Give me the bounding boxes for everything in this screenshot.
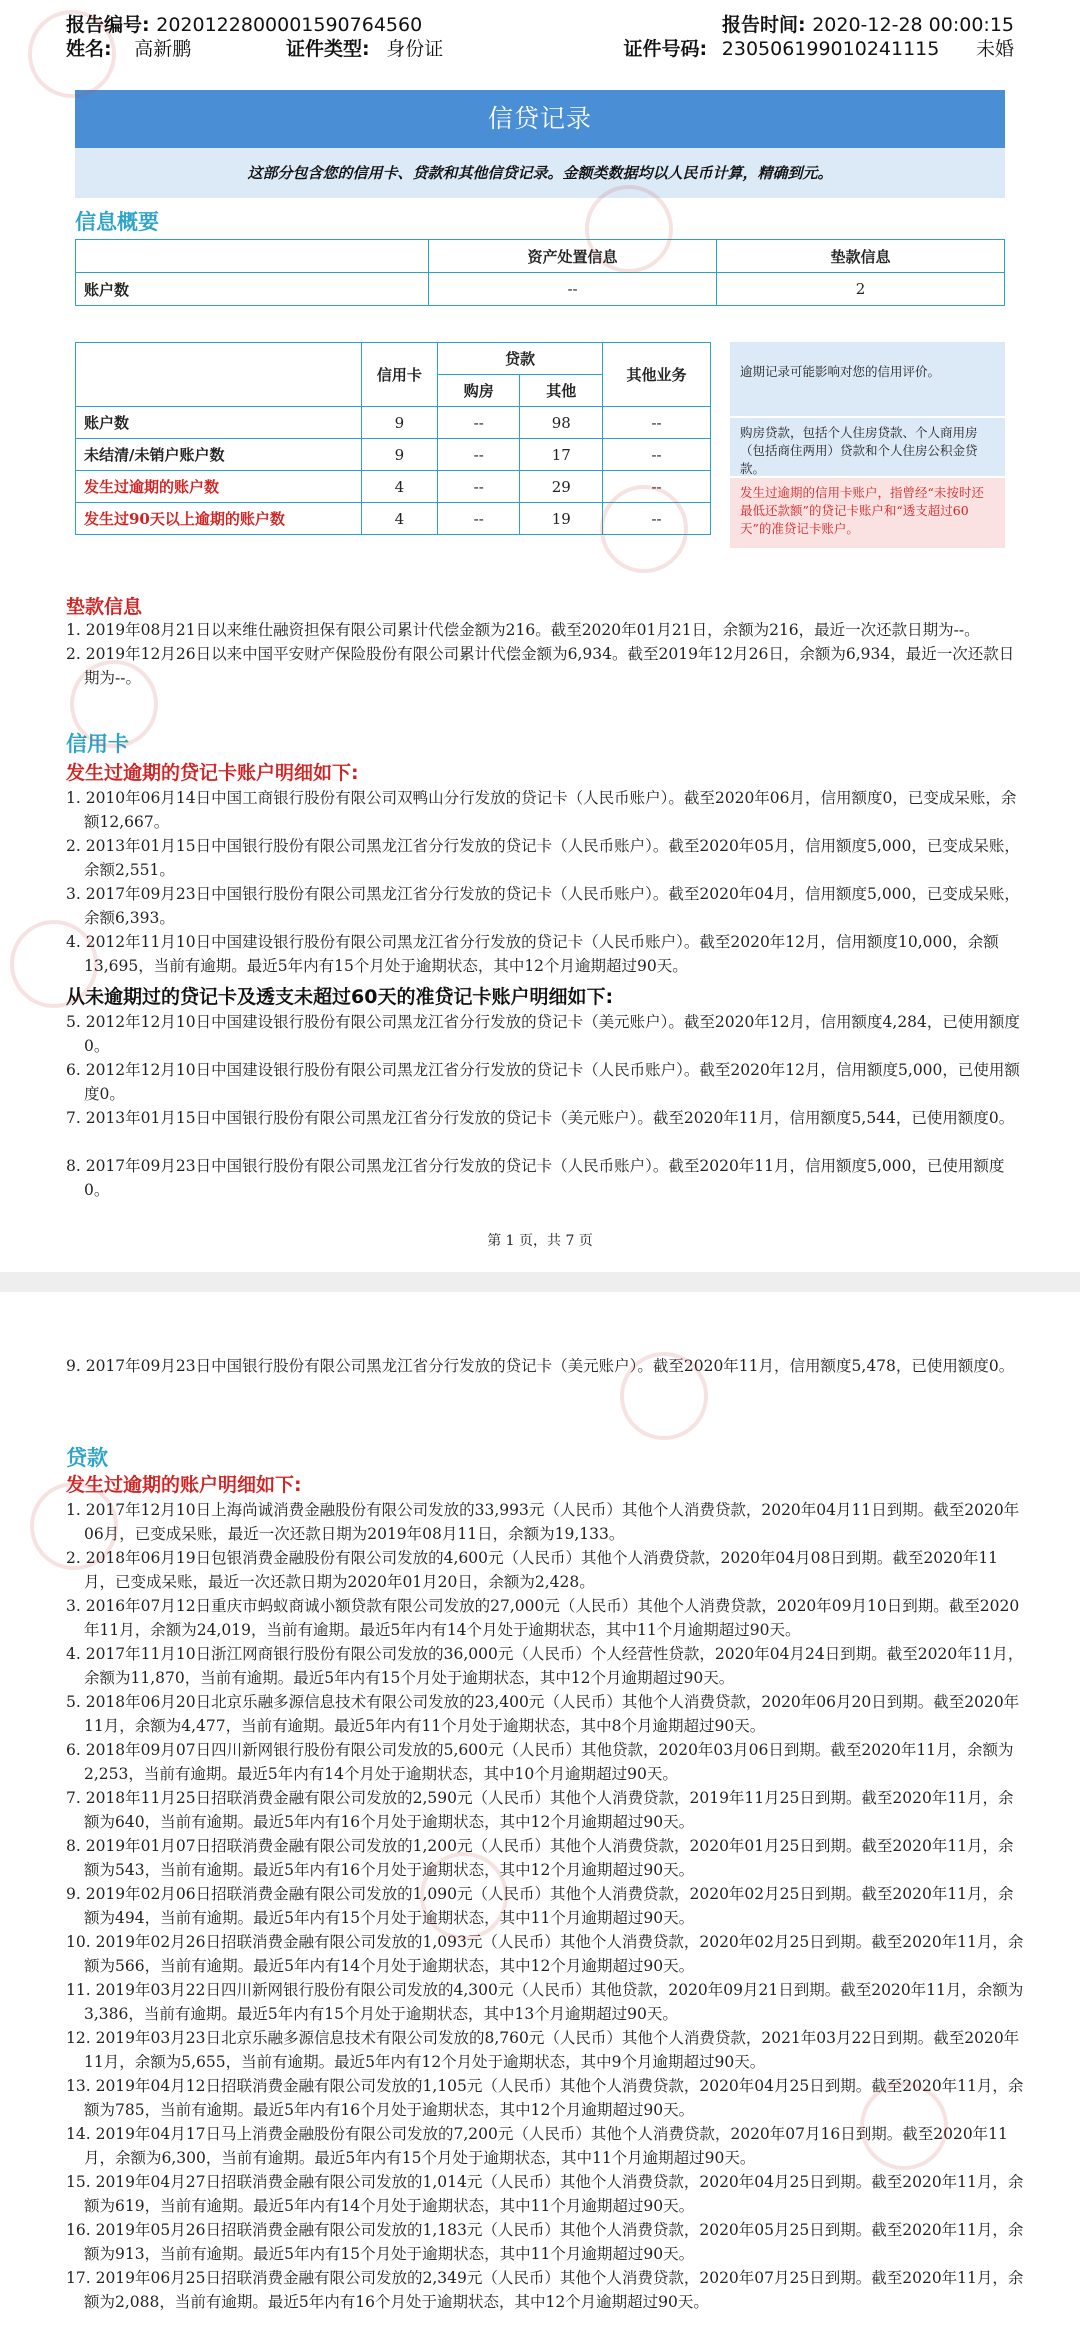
- t2-cell: 29: [520, 471, 603, 503]
- list-item: 6. 2018年09月07日四川新网银行股份有限公司发放的5,600元（人民币）其他贷款，2020年03月06日到期。截至2020年11月，余额为2,253，当前有逾期。最近5年内有14个月处于逾期状态，其中10个月逾期超过90天。: [66, 1741, 1014, 1783]
- report-header-row-1: [66, 10, 1014, 37]
- list-item: 1. 2017年12月10日上海尚诚消费金融股份有限公司发放的33,993元（人民币）其他个人消费贷款，2020年04月11日到期。截至2020年06月，已变成呆账，最近一次还款日期为2019年08月11日，余额为19,133。: [66, 1501, 1020, 1543]
- list-item: 8. 2017年09月23日中国银行股份有限公司黑龙江省分行发放的贷记卡（人民币账户）。截至2020年11月，信用额度5,000，已使用额度0。: [66, 1157, 1005, 1199]
- report-time: 2020-12-28 00:00:15: [812, 14, 1014, 36]
- t2-header-other: 其他: [520, 375, 603, 407]
- list-item: 7. 2018年11月25日招联消费金融有限公司发放的2,590元（人民币）其他个人消费贷款，2019年11月25日到期。截至2020年11月，余额为640，当前有逾期。最近5年内有16个月处于逾期状态，其中12个月逾期超过90天。: [66, 1789, 1014, 1831]
- loan-overdue-title: 发生过逾期的账户明细如下:: [66, 1474, 302, 1496]
- t1-header-advance: 垫款信息: [717, 240, 1005, 273]
- list-item: 12. 2019年03月23日北京乐融多源信息技术有限公司发放的8,760元（人民币）其他个人消费贷款，2021年03月22日到期。截至2020年11月，余额为5,655，当前有逾期。最近5年内有12个月处于逾期状态，其中9个月逾期超过90天。: [66, 2029, 1020, 2071]
- t2-header-loan: 贷款: [437, 343, 602, 375]
- list-item: 8. 2019年01月07日招联消费金融有限公司发放的1,200元（人民币）其他个人消费贷款，2020年01月25日到期。截至2020年11月，余额为543，当前有逾期。最近5年内有16个月处于逾期状态，其中12个月逾期超过90天。: [66, 1837, 1014, 1879]
- list-item: 1. 2019年08月21日以来维仕融资担保有限公司累计代偿金额为216。截至2020年01月21日，余额为216，最近一次还款日期为--。: [66, 621, 980, 639]
- person-name: 高新鹏: [134, 38, 192, 60]
- list-item: 2. 2013年01月15日中国银行股份有限公司黑龙江省分行发放的贷记卡（人民币账户）。截至2020年05月，信用额度5,000，已变成呆账，余额2,551。: [66, 837, 1020, 879]
- page-footer: 第 1 页，共 7 页: [487, 1233, 593, 1249]
- t2-cell: 4: [361, 503, 437, 535]
- t2-cell: 98: [520, 407, 603, 439]
- list-item: 10. 2019年02月26日招联消费金融有限公司发放的1,093元（人民币）其他个人消费贷款，2020年02月25日到期。截至2020年11月，余额为566，当前有逾期。最近5年内有14个月处于逾期状态，其中12个月逾期超过90天。: [66, 1933, 1024, 1975]
- card-overdue-title: 发生过逾期的贷记卡账户明细如下:: [66, 762, 359, 784]
- marital-status: 未婚: [975, 38, 1014, 60]
- list-item: 5. 2018年06月20日北京乐融多源信息技术有限公司发放的23,400元（人民币）其他个人消费贷款，2020年06月20日到期。截至2020年11月，余额为4,477，当前有逾期。最近5年内有11个月处于逾期状态，其中8个月逾期超过90天。: [66, 1693, 1020, 1735]
- t1-advance-value: 2: [717, 273, 1005, 306]
- t2-cell: --: [603, 471, 711, 503]
- t2-cell: --: [603, 407, 711, 439]
- advance-title: 垫款信息: [66, 596, 143, 618]
- t1-row-label: 账户数: [76, 273, 429, 306]
- list-item: 3. 2016年07月12日重庆市蚂蚁商诚小额贷款有限公司发放的27,000元（人民币）其他个人消费贷款，2020年09月10日到期。截至2020年11月，余额为24,019，当前有逾期。最近5年内有14个月处于逾期状态，其中11个月逾期超过90天。: [66, 1597, 1020, 1639]
- list-item: 17. 2019年06月25日招联消费金融有限公司发放的2,349元（人民币）其他个人消费贷款，2020年07月25日到期。截至2020年11月，余额为2,088，当前有逾期。最近5年内有16个月处于逾期状态，其中12个月逾期超过90天。: [66, 2269, 1024, 2311]
- t2-cell: 9: [361, 439, 437, 471]
- report-header-row-2: [66, 34, 1014, 61]
- list-item: 3. 2017年09月23日中国银行股份有限公司黑龙江省分行发放的贷记卡（人民币账户）。截至2020年04月，信用额度5,000，已变成呆账，余额6,393。: [66, 885, 1020, 927]
- id-type: 身份证: [386, 38, 444, 60]
- credit-card-title: 信用卡: [66, 732, 129, 756]
- list-item: 2. 2019年12月26日以来中国平安财产保险股份有限公司累计代偿金额为6,934。截至2019年12月26日，余额为6,934，最近一次还款日期为--。: [66, 645, 1015, 687]
- list-item: 9. 2017年09月23日中国银行股份有限公司黑龙江省分行发放的贷记卡（美元账户）。截至2020年11月，信用额度5,478，已使用额度0。: [66, 1357, 1015, 1375]
- t2-cell: 19: [520, 503, 603, 535]
- t2-cell: --: [437, 439, 520, 471]
- list-item: 1. 2010年06月14日中国工商银行股份有限公司双鸭山分行发放的贷记卡（人民币账户）。截至2020年06月，信用额度0，已变成呆账，余额12,667。: [66, 789, 1017, 831]
- t2-corner: [76, 343, 362, 407]
- list-item: 4. 2017年11月10日浙江网商银行股份有限公司发放的36,000元（人民币）个人经营性贷款，2020年04月24日到期。截至2020年11月，余额为11,870，当前有逾期。最近5年内有15个月处于逾期状态，其中12个月逾期超过90天。: [66, 1645, 1024, 1687]
- list-item: 4. 2012年11月10日中国建设银行股份有限公司黑龙江省分行发放的贷记卡（人民币账户）。截至2020年12月，信用额度10,000，余额13,695，当前有逾期。最近5年内有15个月处于逾期状态，其中12个月逾期超过90天。: [66, 933, 999, 975]
- list-item: 11. 2019年03月22日四川新网银行股份有限公司发放的4,300元（人民币）其他贷款，2020年09月21日到期。截至2020年11月，余额为3,386，当前有逾期。最近5年内有15个月处于逾期状态，其中13个月逾期超过90天。: [66, 1981, 1024, 2023]
- list-item: 6. 2012年12月10日中国建设银行股份有限公司黑龙江省分行发放的贷记卡（人民币账户）。截至2020年12月，信用额度5,000，已使用额度0。: [66, 1061, 1020, 1103]
- id-type-label: 证件类型:: [286, 38, 370, 60]
- id-no: 230506199010241115: [721, 38, 940, 60]
- t2-row-label: 发生过逾期的账户数: [76, 471, 362, 503]
- credit-record-banner: 信贷记录: [75, 90, 1005, 148]
- t2-cell: --: [603, 503, 711, 535]
- loan-title: 贷款: [66, 1446, 108, 1470]
- overview-table-asset: [75, 239, 1005, 306]
- t2-row-label: 未结清/未销户账户数: [76, 439, 362, 471]
- t2-cell: 17: [520, 439, 603, 471]
- t2-cell: --: [437, 503, 520, 535]
- overview-table-accounts: [75, 342, 711, 535]
- report-page-2: [0, 1292, 1080, 2340]
- t2-cell: 4: [361, 471, 437, 503]
- t2-row-label: 账户数: [76, 407, 362, 439]
- id-no-label: 证件号码:: [623, 38, 708, 60]
- t2-cell: --: [437, 471, 520, 503]
- t1-header-empty: [76, 240, 429, 273]
- t2-header-other-biz: 其他业务: [603, 343, 711, 407]
- table-row: [76, 439, 711, 471]
- table-row: [76, 407, 711, 439]
- list-item: 9. 2019年02月06日招联消费金融有限公司发放的1,090元（人民币）其他个人消费贷款，2020年02月25日到期。截至2020年11月，余额为494，当前有逾期。最近5年内有15个月处于逾期状态，其中11个月逾期超过90天。: [66, 1885, 1014, 1927]
- t2-row-label: 发生过90天以上逾期的账户数: [76, 503, 362, 535]
- list-item: 16. 2019年05月26日招联消费金融有限公司发放的1,183元（人民币）其他个人消费贷款，2020年05月25日到期。截至2020年11月，余额为913，当前有逾期。最近5年内有15个月处于逾期状态，其中11个月逾期超过90天。: [66, 2221, 1024, 2263]
- table-row: [76, 471, 711, 503]
- name-label: 姓名:: [66, 38, 112, 60]
- card-normal-title: 从未逾期过的贷记卡及透支未超过60天的准贷记卡账户明细如下:: [66, 986, 614, 1008]
- credit-record-subtitle: 这部分包含您的信用卡、贷款和其他信贷记录。金额类数据均以人民币计算，精确到元。: [75, 148, 1005, 198]
- note-housing-loan: 购房贷款，包括个人住房贷款、个人商用房（包括商住两用）贷款和个人住房公积金贷款。: [730, 418, 1005, 476]
- t1-asset-value: --: [429, 273, 717, 306]
- report-no: 2020122800001590764560: [156, 14, 423, 36]
- report-no-label: 报告编号:: [66, 14, 150, 36]
- list-item: 13. 2019年04月12日招联消费金融有限公司发放的1,105元（人民币）其他个人消费贷款，2020年04月25日到期。截至2020年11月，余额为785，当前有逾期。最近5年内有16个月处于逾期状态，其中12个月逾期超过90天。: [66, 2077, 1024, 2119]
- page-separator: [0, 1272, 1080, 1292]
- t2-cell: 9: [361, 407, 437, 439]
- report-time-label: 报告时间:: [721, 14, 806, 36]
- table-row: [76, 503, 711, 535]
- list-item: 14. 2019年04月17日马上消费金融股份有限公司发放的7,200元（人民币）其他个人消费贷款，2020年07月16日到期。截至2020年11月，余额为6,300，当前有逾期。最近5年内有15个月处于逾期状态，其中11个月逾期超过90天。: [66, 2125, 1008, 2167]
- list-item: 2. 2018年06月19日包银消费金融股份有限公司发放的4,600元（人民币）其他个人消费贷款，2020年04月08日到期。截至2020年11月，已变成呆账，最近一次还款日期为2020年01月20日，余额为2,428。: [66, 1549, 999, 1591]
- list-item: 15. 2019年04月27日招联消费金融有限公司发放的1,014元（人民币）其他个人消费贷款，2020年04月25日到期。截至2020年11月，余额为619，当前有逾期。最近5年内有14个月处于逾期状态，其中11个月逾期超过90天。: [66, 2173, 1024, 2215]
- note-overdue-impact: 逾期记录可能影响对您的信用评价。: [730, 342, 1005, 416]
- t2-header-credit: 信用卡: [361, 343, 437, 407]
- note-overdue-card: 发生过逾期的信用卡账户，指曾经“未按时还最低还款额”的贷记卡账户和“透支超过60天”的准贷记卡账户。: [730, 478, 1005, 548]
- t2-header-house: 购房: [437, 375, 520, 407]
- list-item: 7. 2013年01月15日中国银行股份有限公司黑龙江省分行发放的贷记卡（美元账户）。截至2020年11月，信用额度5,544，已使用额度0。: [66, 1109, 1015, 1127]
- t2-cell: --: [603, 439, 711, 471]
- list-item: 5. 2012年12月10日中国建设银行股份有限公司黑龙江省分行发放的贷记卡（美元账户）。截至2020年12月，信用额度4,284，已使用额度0。: [66, 1013, 1020, 1055]
- t2-cell: --: [437, 407, 520, 439]
- t1-header-asset: 资产处置信息: [429, 240, 717, 273]
- overview-title: 信息概要: [75, 210, 159, 234]
